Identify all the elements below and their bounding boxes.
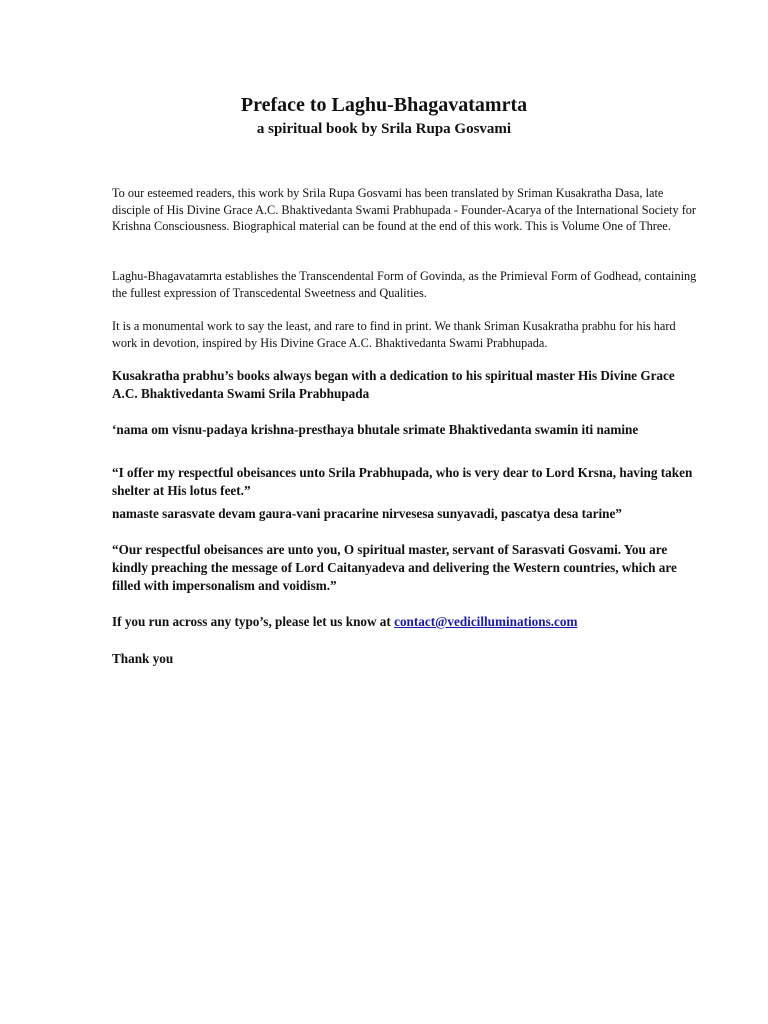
monumental-paragraph: It is a monumental work to say the least, and rare to find in print. We thank Sriman Kusakratha prabhu for his hard work in devotion, inspired by His Divine Grace A.C. Bhaktivedanta Swami Prabhupada.	[112, 319, 676, 350]
dedication-paragraph: Kusakratha prabhu’s books always began with a dedication to his spiritual master His Divine Grace A.C. Bhaktivedanta Swami Srila Prabhupada	[112, 368, 675, 401]
translation-two: “Our respectful obeisances are unto you, O spiritual master, servant of Sarasvati Gosvami. You are kindly preaching the message of Lord Caitanyadeva and delivering the Western countries, which are filled with impersonalism and voidism.”	[112, 542, 677, 593]
contact-email-link[interactable]: contact@vedicilluminations.com	[394, 614, 578, 629]
intro-paragraph: To our esteemed readers, this work by Srila Rupa Gosvami has been translated by Sriman Kusakratha Dasa, late disciple of His Divine Grace A.C. Bhaktivedanta Swami Prabhupada - Founder-Acarya of the International Society for Krishna Consciousness. Biographical material can be found at the end of this work. This is Volume One of Three.	[112, 186, 697, 233]
document-title: Preface to Laghu-Bhagavatamrta	[240, 94, 528, 116]
typo-notice	[112, 613, 697, 631]
typo-notice-text: If you run across any typo’s, please let us know at	[112, 614, 395, 629]
mantra-two: namaste sarasvate devam gaura-vani pracarine nirvesesa sunyavadi, pascatya desa tarine”	[112, 506, 622, 521]
establishes-paragraph: Laghu-Bhagavatamrta establishes the Transcendental Form of Govinda, as the Primieval Form of Godhead, containing the fullest expression of Transcedental Sweetness and Qualities.	[112, 269, 697, 300]
thank-you-text: Thank you	[112, 651, 174, 666]
document-subtitle: a spiritual book by Srila Rupa Gosvami	[256, 121, 512, 137]
translation-one: “I offer my respectful obeisances unto Srila Prabhupada, who is very dear to Lord Krsna, having taken shelter at His lotus feet.”	[112, 465, 693, 498]
mantra-one: ‘nama om visnu-padaya krishna-presthaya bhutale srimate Bhaktivedanta swamin iti namine	[112, 422, 639, 437]
